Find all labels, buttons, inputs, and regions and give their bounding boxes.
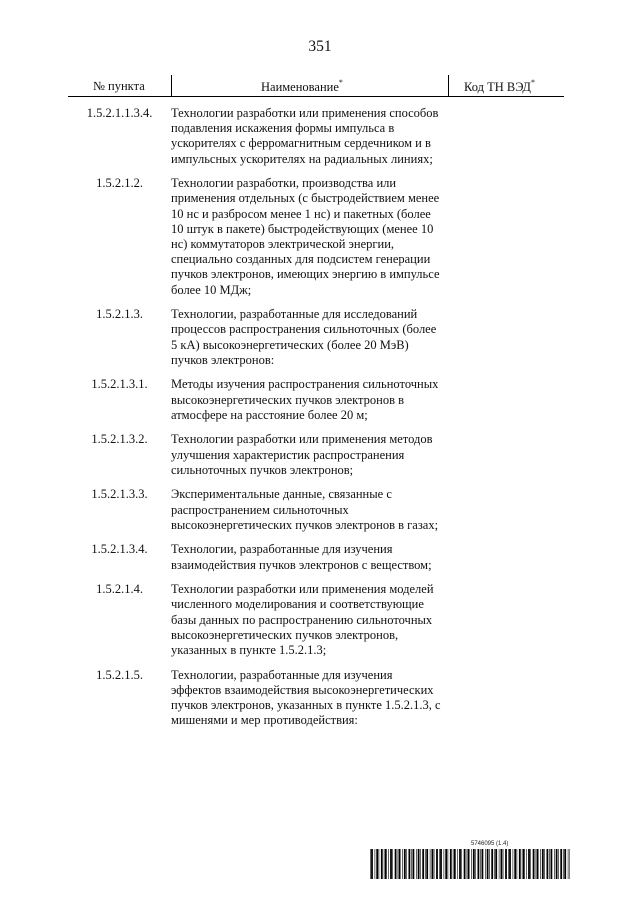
header-name-label: Наименование: [261, 80, 339, 95]
table-header: [68, 75, 564, 97]
table-row: [68, 487, 564, 533]
table-row: [68, 432, 564, 478]
header-name-footnote: *: [338, 78, 343, 87]
barcode-label: 5746095 (1.4): [471, 841, 509, 847]
row-text: Экспериментальные данные, связанные с распространением сильноточных высокоэнергетических пучков электронов в газах;: [171, 487, 439, 532]
table-row: [68, 668, 564, 729]
page-number: 351: [308, 38, 332, 55]
row-text: Технологии, разработанные для исследований процессов распространения сильноточных (более 5 кА) высокоэнергетических (более 20 МэВ) пучков электронов:: [171, 307, 437, 367]
header-number: № пункта: [93, 79, 145, 93]
row-number: 1.5.2.1.3.3.: [91, 487, 148, 502]
header-code-label: Код ТН ВЭД: [464, 80, 531, 95]
table-row: [68, 377, 564, 423]
row-number: 1.5.2.1.2.: [96, 176, 143, 191]
barcode-image: [370, 849, 570, 879]
table-row: [68, 582, 564, 658]
row-text: Технологии разработки или применения методов улучшения характеристик распространения сильноточных пучков электронов;: [171, 432, 433, 477]
header-code-footnote: *: [530, 78, 535, 87]
row-number: 1.5.2.1.3.4.: [91, 542, 148, 557]
row-number: 1.5.2.1.5.: [96, 667, 143, 682]
header-divider-2: [448, 75, 449, 96]
table-row: [68, 307, 564, 368]
table-row: [68, 176, 564, 298]
header-divider-1: [171, 75, 172, 96]
row-text: Технологии разработки или применения способов подавления искажения формы импульса в ускорителях с ферромагнитным сердечником и в импульсных ускорителях на радиальных линиях;: [171, 106, 439, 166]
header-name: [261, 79, 343, 95]
row-text: Технологии, разработанные для изучения эффектов взаимодействия высокоэнергетических пучков электронов, указанных в пункте 1.5.2.1.3, с мишенями и мер противодействия:: [171, 667, 441, 728]
row-number: 1.5.2.1.1.3.4.: [86, 106, 153, 120]
table-row: [68, 542, 564, 572]
row-number: 1.5.2.1.3.: [96, 307, 143, 322]
row-text: Технологии разработки, производства или применения отдельных (с быстродействием менее 10 нс и разбросом менее 1 нс) и пакетных (более 10 штук в пакете) быстродействующих (менее 10 нс) коммутаторов электрической энергии, специально созданных для подсистем генерации пучков электронов, имеющих энергию в импульсе более 10 МДж;: [171, 176, 440, 297]
row-text: Методы изучения распространения сильноточных высокоэнергетических пучков электронов в атмосфере на расстояние более 20 м;: [171, 377, 439, 422]
row-number: 1.5.2.1.4.: [96, 582, 143, 597]
header-code: [464, 79, 535, 95]
barcode-block: [370, 841, 570, 883]
row-text: Технологии, разработанные для изучения взаимодействия пучков электронов с веществом;: [171, 542, 432, 572]
row-number: 1.5.2.1.3.2.: [91, 432, 148, 447]
row-text: Технологии разработки или применения моделей численного моделирования и соответствующие базы данных по распространению сильноточных высокоэнергетических пучков электронов, указанных в пункте 1.5.2.1.3;: [171, 582, 434, 658]
row-number: 1.5.2.1.3.1.: [91, 377, 148, 392]
table-body: [68, 106, 564, 738]
table-row: [68, 106, 564, 167]
